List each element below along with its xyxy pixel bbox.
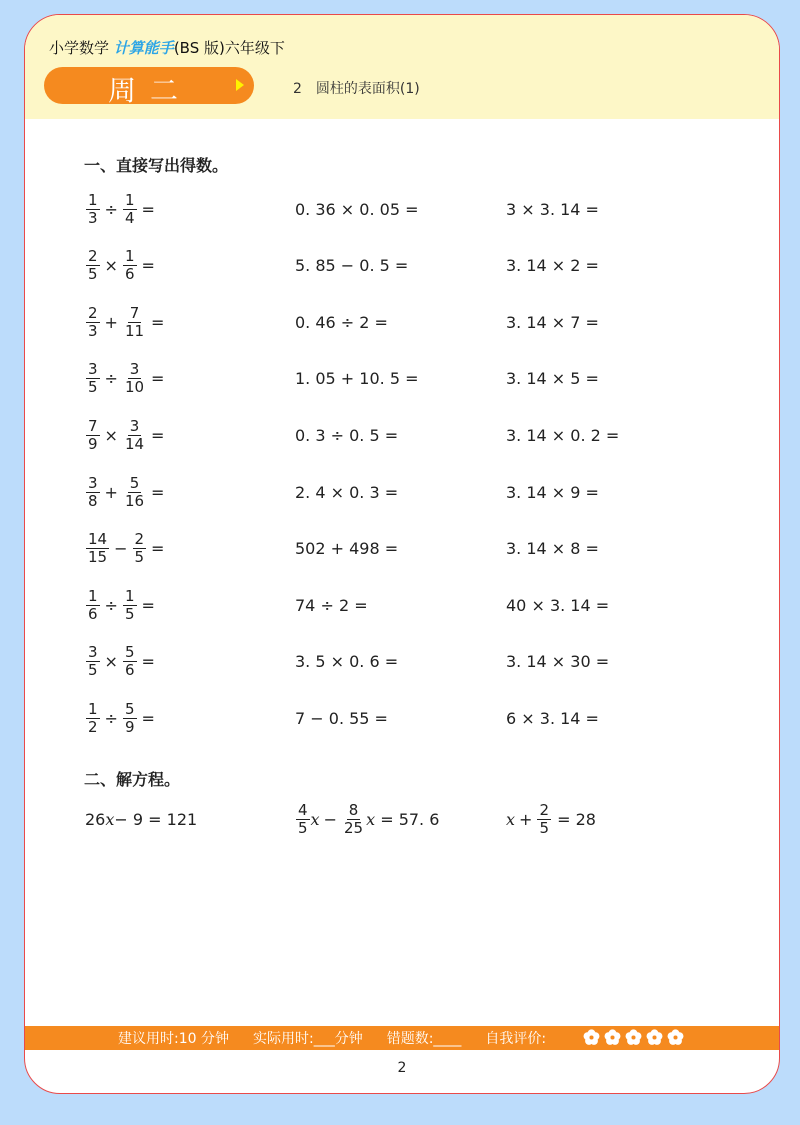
numerator: 1 [124,586,135,605]
denominator: 10 [124,378,145,397]
numerator: 7 [129,303,140,322]
calc-row [25,472,779,512]
eq3-operator: + [519,809,533,829]
numerator: 2 [539,800,549,819]
self-evaluation-flowers [583,1029,684,1046]
numerator: 3 [88,643,98,662]
equals-sign: = [141,256,155,276]
lesson-heading [293,78,420,98]
fraction [123,192,137,227]
flower-icon [583,1029,600,1046]
denominator: 6 [124,661,135,680]
numerator: 1 [88,190,98,209]
operator: + [104,482,118,502]
fraction-problem [85,585,159,625]
fraction [86,644,100,679]
decimal-problem: 5. 85 − 0. 5 = [295,256,409,276]
denominator: 5 [298,818,308,837]
fraction [86,588,100,623]
calc-row [25,246,779,286]
numerator: 1 [124,190,135,209]
lesson-number: 2 [293,81,302,97]
fraction-problem [85,698,159,738]
numerator: 1 [88,699,98,718]
numerator: 2 [88,303,98,322]
calc-row [25,189,779,229]
flower-icon [667,1029,684,1046]
operator: ÷ [104,595,118,615]
denominator: 3 [88,208,98,227]
fraction [123,305,146,340]
fraction [86,475,100,510]
decimal-problem: 74 ÷ 2 = [295,595,368,615]
fraction [86,701,100,736]
eq3-variable: x [506,809,516,829]
calc-row [25,698,779,738]
error-count: 错题数:____ [386,1031,462,1047]
flower-icon [625,1029,642,1046]
day-label: 周二 [108,74,193,107]
decimal-problem: 2. 4 × 0. 3 = [295,482,399,502]
denominator: 5 [134,548,145,567]
eq2-rest: = 57. 6 [380,809,440,829]
fraction [123,361,146,396]
numerator: 14 [88,530,108,549]
numerator: 2 [88,247,98,266]
play-arrow-icon [236,79,244,91]
fraction-problem [85,189,159,229]
operator: × [104,652,118,672]
fraction [123,701,137,736]
eq1-coefficient: 26 [85,809,106,829]
page-number: 2 [397,1060,407,1076]
equals-sign: = [141,595,155,615]
fraction [123,418,146,453]
equation-3 [506,799,596,839]
fraction [86,418,100,453]
decimal-problem: 502 + 498 = [295,539,399,559]
denominator: 3 [88,321,98,340]
denominator: 9 [124,717,135,736]
fraction [537,802,551,837]
calc-row [25,529,779,569]
denominator: 16 [124,491,145,510]
decimal-problem: 3. 5 × 0. 6 = [295,652,399,672]
numerator: 8 [348,800,359,819]
denominator: 14 [124,434,145,453]
calc-row [25,415,779,455]
denominator: 25 [343,818,364,837]
calc-row [25,359,779,399]
fraction-problem [85,302,168,342]
self-evaluation-label: 自我评价: [485,1031,547,1047]
fraction-problem [85,246,159,286]
section-title-direct-calc: 一、直接写出得数。 [84,156,229,175]
lesson-title: 圆柱的表面积(1) [315,81,420,97]
eq1-variable: x [105,809,115,829]
operator: ÷ [104,199,118,219]
suggested-time: 建议用时:10 分钟 [118,1031,229,1047]
denominator: 5 [88,378,98,397]
pi-problem: 3 × 3. 14 = [506,199,599,219]
section-title-equations: 二、解方程。 [84,770,181,789]
eq2-operator: − [323,809,337,829]
equation-row [25,799,779,839]
fraction [86,361,100,396]
fraction [86,305,100,340]
pi-problem: 3. 14 × 2 = [506,256,599,276]
pi-problem: 3. 14 × 5 = [506,369,599,389]
denominator: 2 [88,717,98,736]
header-band [25,15,779,119]
fraction [123,475,146,510]
pi-problem: 3. 14 × 7 = [506,312,599,332]
numerator: 3 [129,416,140,435]
flower-icon [604,1029,621,1046]
denominator: 15 [88,548,108,567]
fraction-problem [85,415,168,455]
numerator: 1 [124,247,135,266]
equals-sign: = [141,708,155,728]
numerator: 3 [88,360,98,379]
equals-sign: = [151,425,165,445]
denominator: 6 [124,265,135,284]
numerator: 5 [124,699,135,718]
fraction-problem [85,642,159,682]
numerator: 5 [124,643,135,662]
fraction-problem [85,529,168,569]
fraction-problem [85,359,168,399]
equation-2 [295,799,439,839]
operator: × [104,256,118,276]
pi-problem: 3. 14 × 9 = [506,482,599,502]
equals-sign: = [151,369,165,389]
fraction [342,802,365,837]
equals-sign: = [151,312,165,332]
denominator: 5 [539,818,549,837]
equals-sign: = [151,539,165,559]
numerator: 3 [129,360,140,379]
fraction [86,192,100,227]
numerator: 3 [88,473,98,492]
denominator: 6 [88,604,98,623]
decimal-problem: 0. 3 ÷ 0. 5 = [295,425,399,445]
brand-name: 计算能手 [113,39,174,57]
decimal-problem: 0. 46 ÷ 2 = [295,312,388,332]
equals-sign: = [141,652,155,672]
denominator: 8 [88,491,98,510]
calc-row [25,585,779,625]
operator: ÷ [104,708,118,728]
decimal-problem: 1. 05 + 10. 5 = [295,369,419,389]
denominator: 5 [124,604,135,623]
denominator: 5 [88,265,98,284]
eq3-rest: = 28 [557,809,596,829]
footer-info [118,1028,546,1048]
denominator: 11 [124,321,145,340]
denominator: 4 [124,208,135,227]
worksheet-page [24,14,780,1094]
eq2-variable-1: x [310,809,320,829]
fraction-problem [85,472,168,512]
fraction [86,531,109,566]
eq1-rest: − 9 = 121 [114,809,198,829]
fraction [133,531,147,566]
denominator: 9 [88,434,98,453]
operator: ÷ [104,369,118,389]
calc-row [25,642,779,682]
fraction [296,802,310,837]
fraction [86,248,100,283]
series-name: 小学数学 [49,39,110,57]
footer-band [25,1026,779,1050]
numerator: 2 [134,530,145,549]
pi-problem: 3. 14 × 0. 2 = [506,425,620,445]
actual-time: 实际用时:___分钟 [252,1031,363,1047]
fraction [123,644,137,679]
operator: × [104,425,118,445]
decimal-problem: 0. 36 × 0. 05 = [295,199,419,219]
flower-icon [646,1029,663,1046]
operator: − [114,539,128,559]
pi-problem: 3. 14 × 30 = [506,652,610,672]
equals-sign: = [151,482,165,502]
book-title [49,37,285,58]
numerator: 5 [129,473,140,492]
numerator: 4 [298,800,308,819]
operator: + [104,312,118,332]
fraction [123,588,137,623]
equation-1 [85,799,197,839]
equals-sign: = [141,199,155,219]
pi-problem: 40 × 3. 14 = [506,595,610,615]
eq2-variable-2: x [366,809,376,829]
pi-problem: 6 × 3. 14 = [506,708,599,728]
fraction [123,248,137,283]
numerator: 7 [88,416,98,435]
calc-row [25,302,779,342]
numerator: 1 [88,586,98,605]
day-badge [44,67,254,107]
decimal-problem: 7 − 0. 55 = [295,708,388,728]
pi-problem: 3. 14 × 8 = [506,539,599,559]
edition-label: (BS 版)六年级下 [173,39,285,57]
denominator: 5 [88,661,98,680]
